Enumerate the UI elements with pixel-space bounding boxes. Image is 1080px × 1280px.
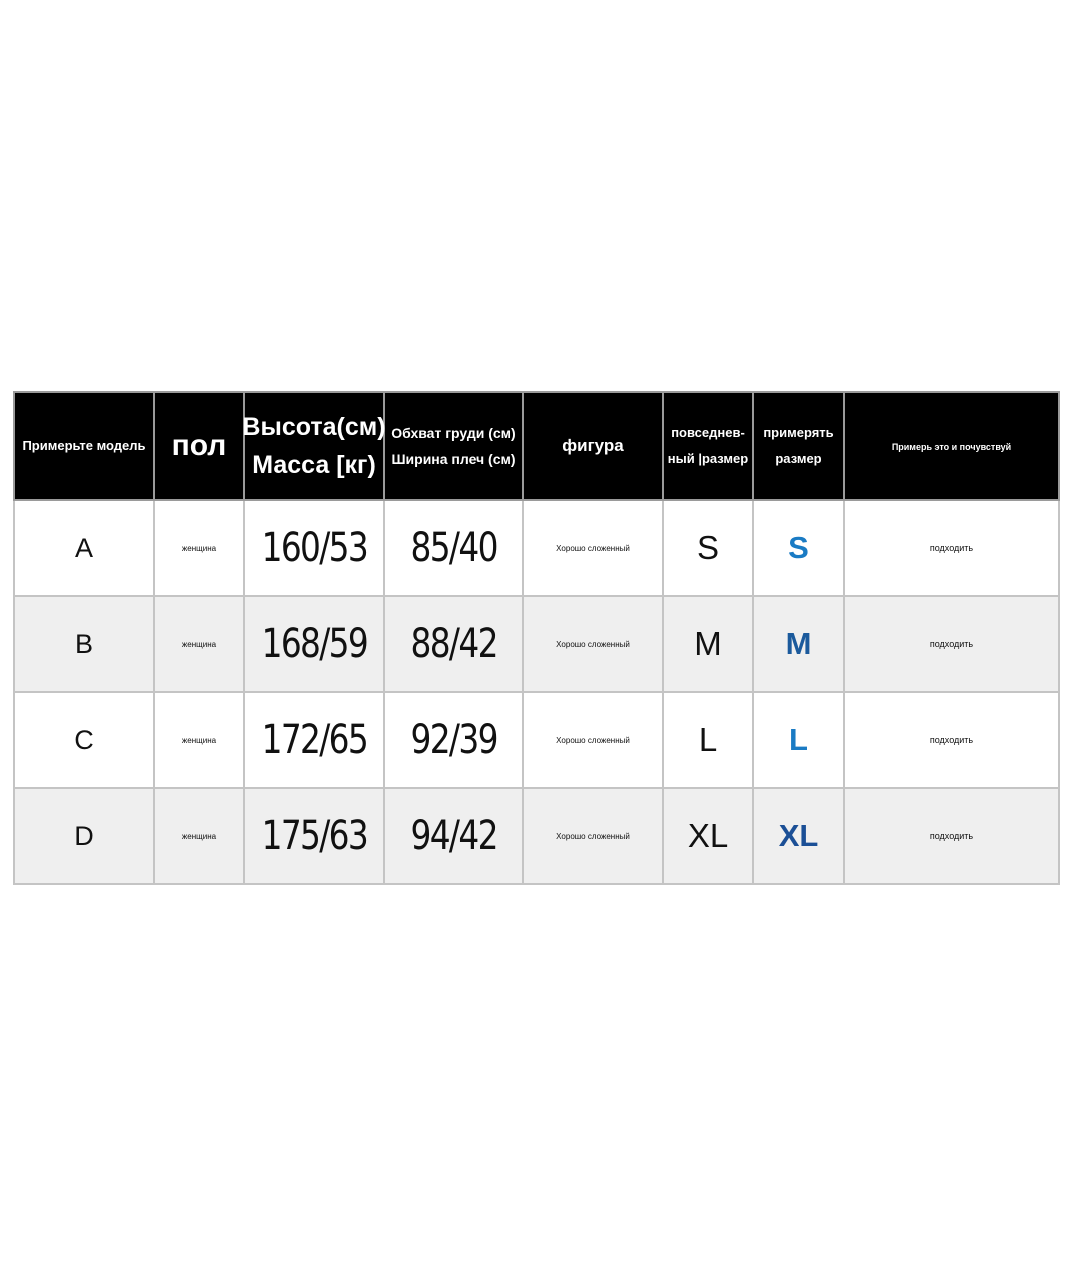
cell-model: D	[14, 788, 154, 884]
chest-shoulder-value: 85/40	[410, 525, 497, 571]
cell-model: B	[14, 596, 154, 692]
cell-chest-shoulder	[384, 596, 523, 692]
cell-fit-size: L	[753, 692, 844, 788]
header-gender-label: пол	[171, 429, 227, 462]
header-try-line1: примерять	[763, 425, 834, 440]
chest-shoulder-value: 94/42	[410, 813, 497, 859]
cell-chest-shoulder	[384, 500, 523, 596]
cell-result: подходить	[844, 692, 1059, 788]
height-weight-value: 168/59	[261, 621, 367, 667]
cell-height-weight	[244, 596, 384, 692]
size-table	[13, 391, 1060, 885]
cell-model: C	[14, 692, 154, 788]
header-chest-label: Обхват груди (см)	[391, 425, 516, 441]
header-usual-line1: повседнев-	[671, 425, 745, 440]
cell-height-weight	[244, 692, 384, 788]
header-figure	[523, 392, 663, 500]
header-try-line2: размер	[775, 451, 822, 466]
cell-result: подходить	[844, 500, 1059, 596]
table-row	[14, 596, 1059, 692]
header-height-weight	[244, 392, 384, 500]
cell-chest-shoulder	[384, 788, 523, 884]
header-chest-shoulder	[384, 392, 523, 500]
cell-figure: Хорошо сложенный	[523, 596, 663, 692]
header-try-feel-label: Примерь это и почувствуй	[891, 442, 1012, 452]
cell-gender: женщина	[154, 500, 244, 596]
cell-result: подходить	[844, 788, 1059, 884]
cell-gender: женщина	[154, 788, 244, 884]
table-row	[14, 692, 1059, 788]
header-gender	[154, 392, 244, 500]
cell-result: подходить	[844, 596, 1059, 692]
chest-shoulder-value: 88/42	[410, 621, 497, 667]
header-figure-label: фигура	[562, 436, 624, 455]
cell-fit-size: M	[753, 596, 844, 692]
cell-usual-size: M	[663, 596, 753, 692]
cell-usual-size: L	[663, 692, 753, 788]
height-weight-value: 172/65	[261, 717, 367, 763]
cell-fit-size: XL	[753, 788, 844, 884]
header-usual-size	[663, 392, 753, 500]
header-usual-line2: ный |размер	[667, 451, 749, 466]
cell-figure: Хорошо сложенный	[523, 500, 663, 596]
cell-gender: женщина	[154, 692, 244, 788]
header-shoulder-label: Ширина плеч (см)	[391, 451, 516, 467]
cell-usual-size: XL	[663, 788, 753, 884]
cell-chest-shoulder	[384, 692, 523, 788]
cell-figure: Хорошо сложенный	[523, 788, 663, 884]
header-model-label: Примерьте модель	[22, 438, 146, 453]
header-try-size	[753, 392, 844, 500]
cell-height-weight	[244, 788, 384, 884]
cell-model: A	[14, 500, 154, 596]
height-weight-value: 175/63	[261, 813, 367, 859]
cell-gender: женщина	[154, 596, 244, 692]
chest-shoulder-value: 92/39	[410, 717, 497, 763]
header-model	[14, 392, 154, 500]
cell-fit-size: S	[753, 500, 844, 596]
header-height-label: Высота(см)	[242, 413, 386, 441]
height-weight-value: 160/53	[261, 525, 367, 571]
cell-figure: Хорошо сложенный	[523, 692, 663, 788]
header-try-feel	[844, 392, 1059, 500]
header-weight-label: Масса [кг)	[252, 451, 376, 479]
table-row	[14, 500, 1059, 596]
cell-usual-size: S	[663, 500, 753, 596]
table-row	[14, 788, 1059, 884]
header-row	[14, 392, 1059, 500]
cell-height-weight	[244, 500, 384, 596]
